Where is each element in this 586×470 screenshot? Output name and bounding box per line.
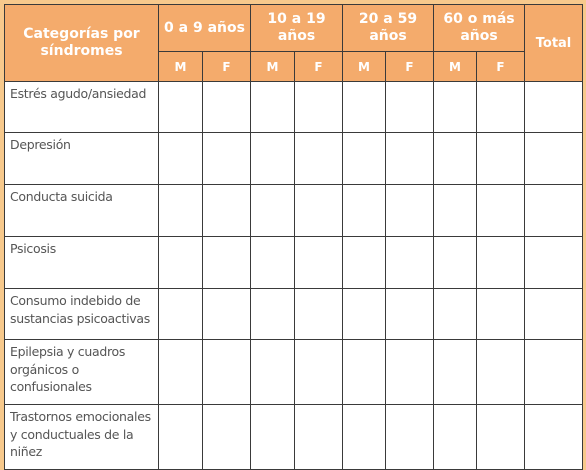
total-entry-cell[interactable] bbox=[525, 133, 583, 185]
total-entry-cell[interactable] bbox=[525, 237, 583, 289]
count-entry-cell[interactable] bbox=[343, 405, 386, 470]
count-entry-cell[interactable] bbox=[203, 340, 251, 405]
count-entry-cell[interactable] bbox=[343, 340, 386, 405]
count-entry-cell[interactable] bbox=[386, 237, 434, 289]
count-entry-cell[interactable] bbox=[434, 133, 477, 185]
category-label: Consumo indebido de sustancias psicoactivas bbox=[5, 289, 159, 340]
table-body bbox=[5, 82, 583, 470]
total-entry-cell[interactable] bbox=[525, 82, 583, 133]
age-group-header: 60 o más años bbox=[434, 5, 525, 52]
count-entry-cell[interactable] bbox=[159, 133, 203, 185]
table-row bbox=[5, 185, 583, 237]
table-row bbox=[5, 289, 583, 340]
count-entry-cell[interactable] bbox=[477, 185, 525, 237]
total-entry-cell[interactable] bbox=[525, 289, 583, 340]
count-entry-cell[interactable] bbox=[477, 82, 525, 133]
count-entry-cell[interactable] bbox=[159, 405, 203, 470]
count-entry-cell[interactable] bbox=[159, 340, 203, 405]
total-entry-cell[interactable] bbox=[525, 340, 583, 405]
total-header: Total bbox=[525, 5, 583, 82]
count-entry-cell[interactable] bbox=[343, 237, 386, 289]
count-entry-cell[interactable] bbox=[295, 405, 343, 470]
count-entry-cell[interactable] bbox=[295, 82, 343, 133]
count-entry-cell[interactable] bbox=[343, 133, 386, 185]
count-entry-cell[interactable] bbox=[477, 289, 525, 340]
female-header: F bbox=[203, 52, 251, 82]
count-entry-cell[interactable] bbox=[434, 405, 477, 470]
count-entry-cell[interactable] bbox=[251, 185, 295, 237]
male-header: M bbox=[343, 52, 386, 82]
female-header: F bbox=[386, 52, 434, 82]
male-header: M bbox=[251, 52, 295, 82]
count-entry-cell[interactable] bbox=[251, 340, 295, 405]
count-entry-cell[interactable] bbox=[295, 133, 343, 185]
count-entry-cell[interactable] bbox=[159, 82, 203, 133]
count-entry-cell[interactable] bbox=[434, 237, 477, 289]
table-row bbox=[5, 237, 583, 289]
category-label: Depresión bbox=[5, 133, 159, 185]
count-entry-cell[interactable] bbox=[203, 289, 251, 340]
count-entry-cell[interactable] bbox=[434, 340, 477, 405]
count-entry-cell[interactable] bbox=[434, 289, 477, 340]
count-entry-cell[interactable] bbox=[251, 289, 295, 340]
age-group-header: 20 a 59 años bbox=[343, 5, 434, 52]
count-entry-cell[interactable] bbox=[343, 82, 386, 133]
male-header: M bbox=[159, 52, 203, 82]
table-row bbox=[5, 340, 583, 405]
count-entry-cell[interactable] bbox=[251, 405, 295, 470]
count-entry-cell[interactable] bbox=[159, 185, 203, 237]
count-entry-cell[interactable] bbox=[386, 185, 434, 237]
count-entry-cell[interactable] bbox=[203, 185, 251, 237]
count-entry-cell[interactable] bbox=[386, 405, 434, 470]
count-entry-cell[interactable] bbox=[295, 185, 343, 237]
age-group-header: 10 a 19 años bbox=[251, 5, 343, 52]
total-entry-cell[interactable] bbox=[525, 185, 583, 237]
count-entry-cell[interactable] bbox=[203, 237, 251, 289]
count-entry-cell[interactable] bbox=[251, 237, 295, 289]
table-row bbox=[5, 82, 583, 133]
count-entry-cell[interactable] bbox=[251, 133, 295, 185]
count-entry-cell[interactable] bbox=[386, 340, 434, 405]
male-header: M bbox=[434, 52, 477, 82]
category-header: Categorías por síndromes bbox=[5, 5, 159, 82]
count-entry-cell[interactable] bbox=[159, 289, 203, 340]
count-entry-cell[interactable] bbox=[295, 340, 343, 405]
category-label: Psicosis bbox=[5, 237, 159, 289]
table-row bbox=[5, 133, 583, 185]
category-label: Conducta suicida bbox=[5, 185, 159, 237]
count-entry-cell[interactable] bbox=[386, 82, 434, 133]
count-entry-cell[interactable] bbox=[477, 405, 525, 470]
table-row bbox=[5, 405, 583, 470]
total-entry-cell[interactable] bbox=[525, 405, 583, 470]
female-header: F bbox=[295, 52, 343, 82]
count-entry-cell[interactable] bbox=[159, 237, 203, 289]
count-entry-cell[interactable] bbox=[295, 237, 343, 289]
count-entry-cell[interactable] bbox=[295, 289, 343, 340]
count-entry-cell[interactable] bbox=[434, 185, 477, 237]
syndrome-registry-table bbox=[4, 4, 583, 470]
count-entry-cell[interactable] bbox=[477, 237, 525, 289]
count-entry-cell[interactable] bbox=[477, 340, 525, 405]
count-entry-cell[interactable] bbox=[343, 185, 386, 237]
count-entry-cell[interactable] bbox=[203, 133, 251, 185]
count-entry-cell[interactable] bbox=[386, 133, 434, 185]
female-header: F bbox=[477, 52, 525, 82]
count-entry-cell[interactable] bbox=[477, 133, 525, 185]
count-entry-cell[interactable] bbox=[203, 82, 251, 133]
category-label: Epilepsia y cuadros orgánicos o confusionales bbox=[5, 340, 159, 405]
count-entry-cell[interactable] bbox=[251, 82, 295, 133]
count-entry-cell[interactable] bbox=[434, 82, 477, 133]
category-label: Trastornos emocionales y conductuales de la niñez bbox=[5, 405, 159, 470]
count-entry-cell[interactable] bbox=[203, 405, 251, 470]
age-group-header: 0 a 9 años bbox=[159, 5, 251, 52]
count-entry-cell[interactable] bbox=[343, 289, 386, 340]
category-label: Estrés agudo/ansiedad bbox=[5, 82, 159, 133]
count-entry-cell[interactable] bbox=[386, 289, 434, 340]
